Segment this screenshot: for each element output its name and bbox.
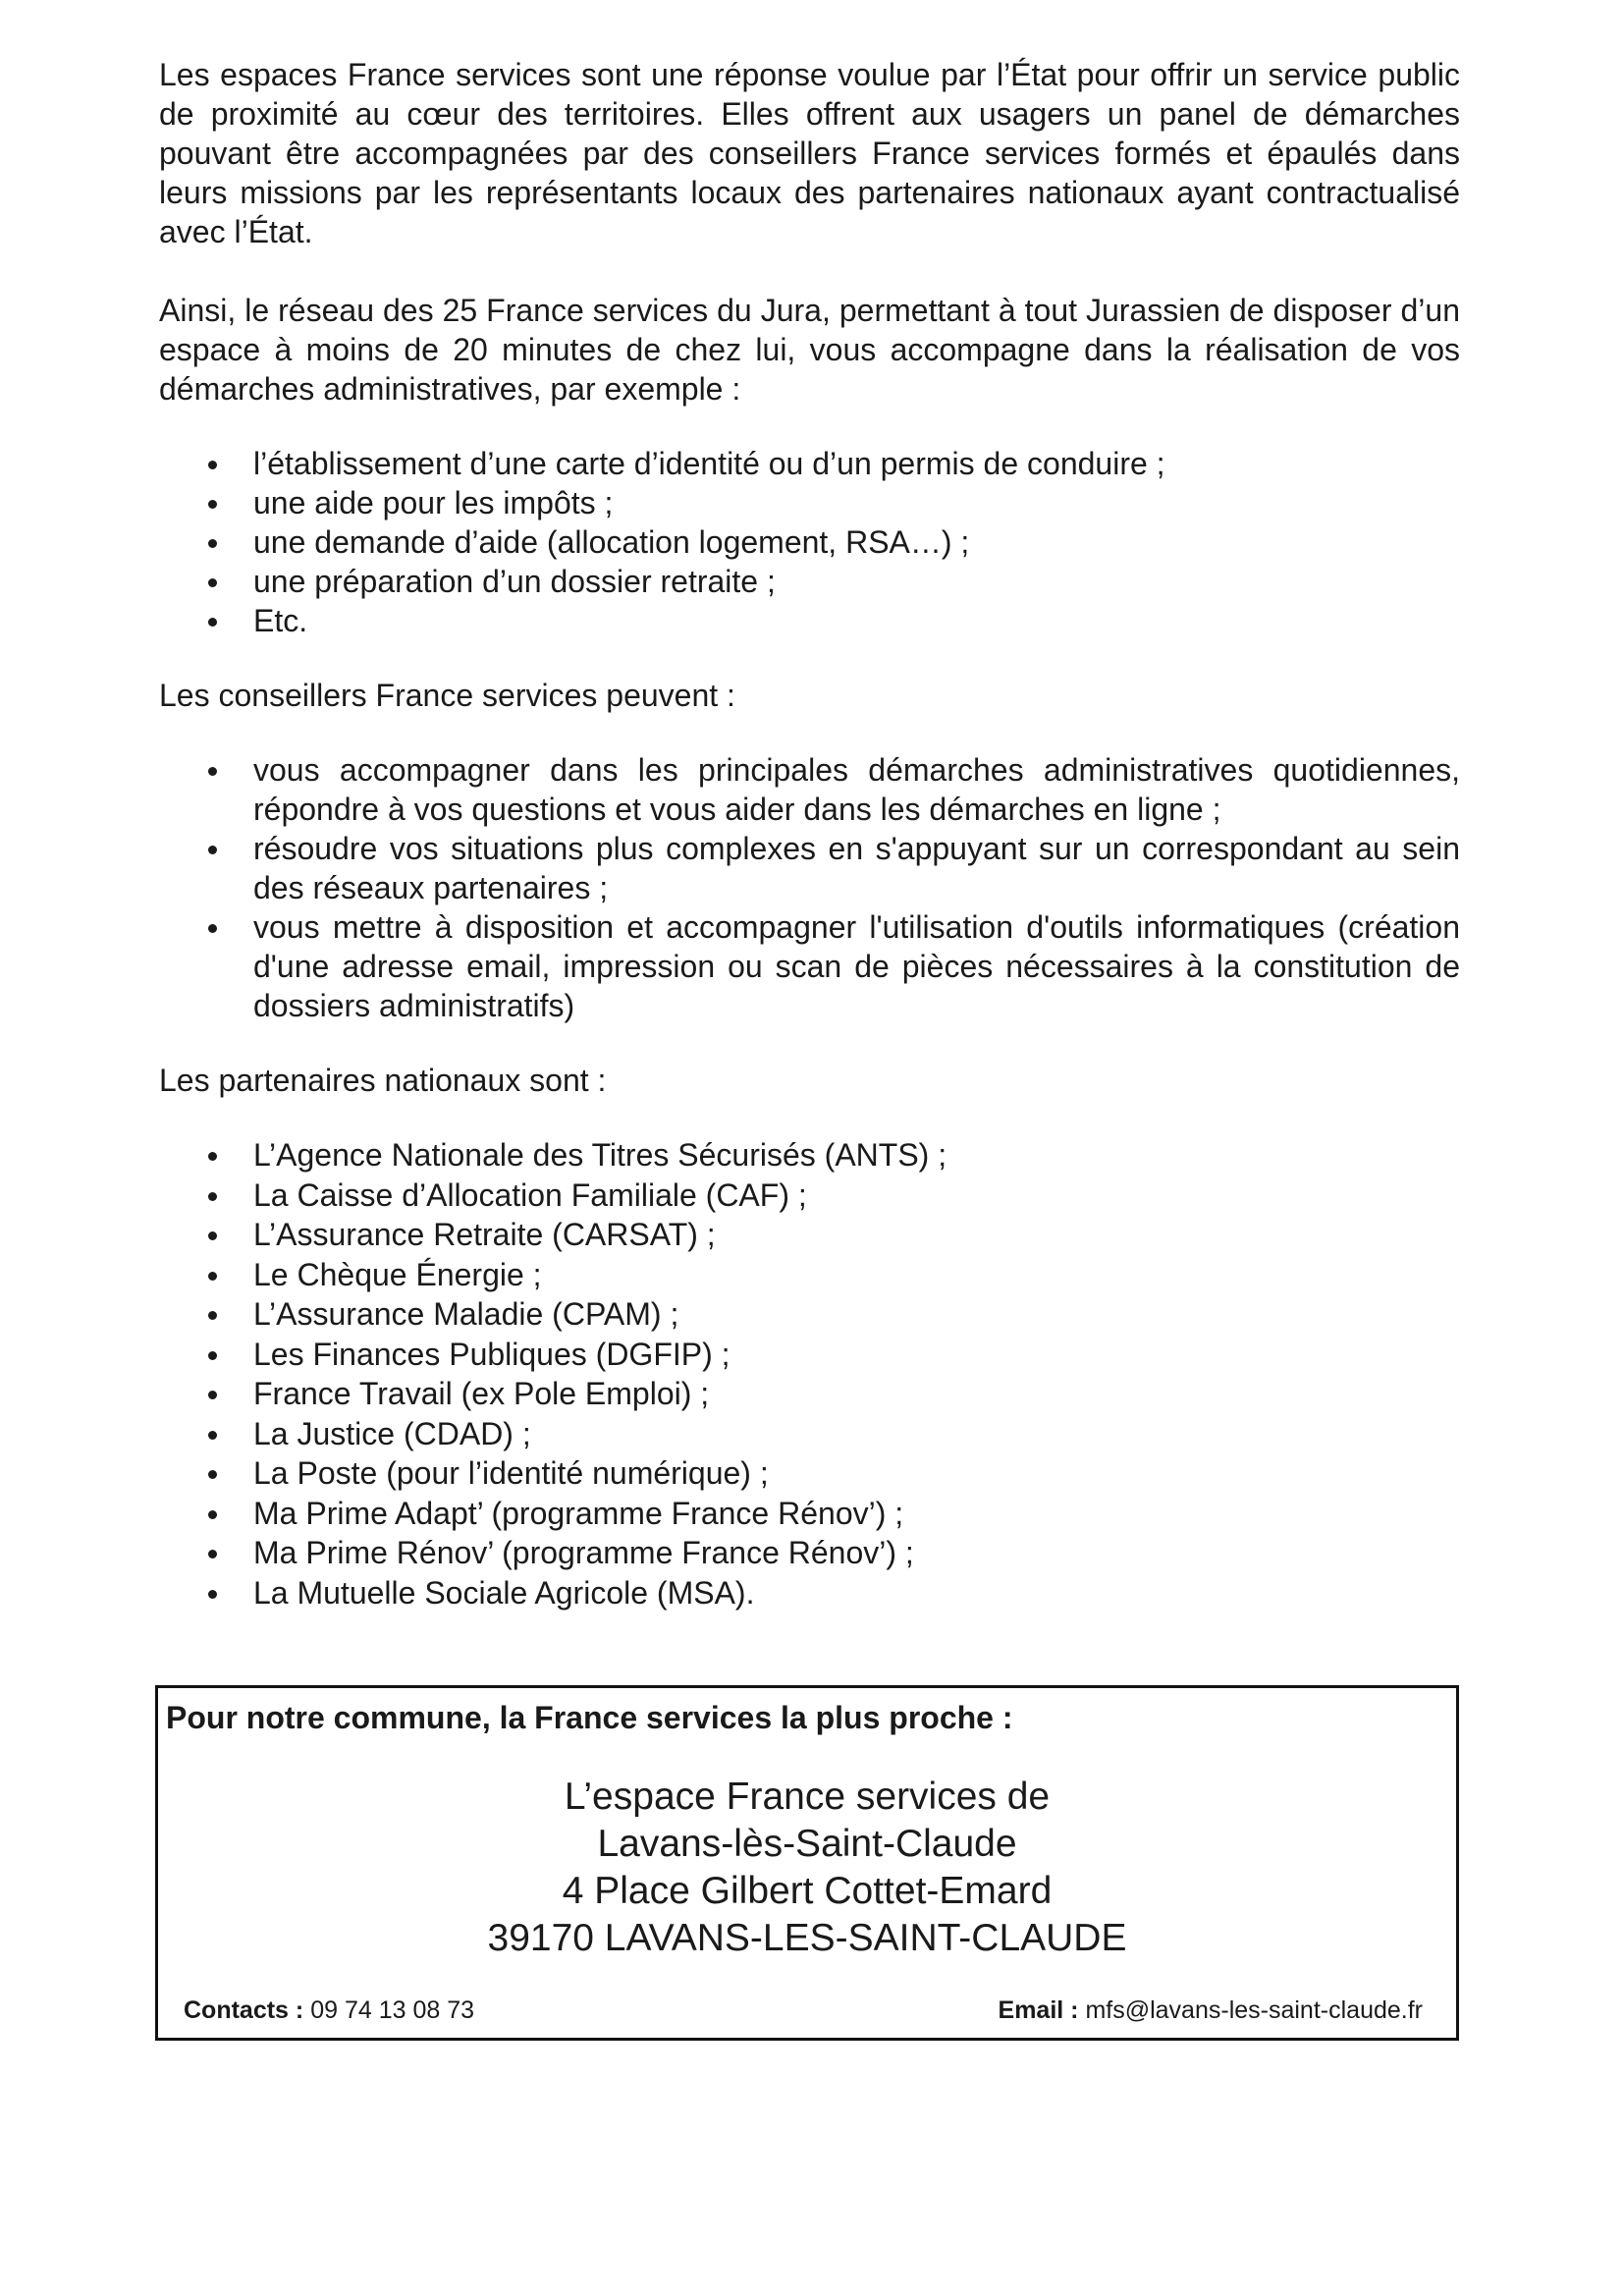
- list-item: La Caisse d’Allocation Familiale (CAF) ;: [159, 1175, 1460, 1216]
- list-item: une demande d’aide (allocation logement, RSA…) ;: [159, 522, 1460, 562]
- list-item: Ma Prime Adapt’ (programme France Rénov’) ;: [159, 1494, 1460, 1534]
- bullet-icon: [208, 1152, 217, 1161]
- bullet-icon: [208, 924, 217, 933]
- email-address: mfs@lavans-les-saint-claude.fr: [1085, 1996, 1423, 2024]
- list-item: une préparation d’un dossier retraite ;: [159, 562, 1460, 601]
- list-item: Le Chèque Énergie ;: [159, 1255, 1460, 1295]
- intro-paragraph: Les espaces France services sont une réponse voulue par l’État pour offrir un service public de proximité au cœur des territoires. Elles offrent aux usagers un panel de démarches pouvant être accompagnées par des conseillers France services formés et épaulés dans leurs missions par les représentants locaux des partenaires nationaux ayant contractualisé avec l’État.: [159, 57, 1460, 249]
- list-item: vous mettre à disposition et accompagner l'utilisation d'outils informatiques (création d'une adresse email, impression ou scan de pièces nécessaires à la constitution de dossiers administratifs): [159, 907, 1460, 1025]
- email-line: [999, 1995, 1423, 2025]
- conseillers-list: [159, 750, 1460, 1025]
- list-item: l’établissement d’une carte d’identité ou d’un permis de conduire ;: [159, 444, 1460, 483]
- bullet-icon: [208, 578, 217, 587]
- bullet-icon: [208, 539, 217, 548]
- bullet-icon: [208, 1550, 217, 1558]
- list-item: France Travail (ex Pole Emploi) ;: [159, 1374, 1460, 1414]
- bullet-icon: [208, 1351, 217, 1360]
- bullet-icon: [208, 1272, 217, 1281]
- list-item: Les Finances Publiques (DGFIP) ;: [159, 1335, 1460, 1375]
- contacts-label: Contacts :: [184, 1996, 304, 2024]
- list-item: vous accompagner dans les principales démarches administratives quotidiennes, répondre à vos questions et vous aider dans les démarches en ligne ;: [159, 750, 1460, 829]
- bullet-icon: [208, 1311, 217, 1320]
- bullet-icon: [208, 461, 217, 469]
- bullet-icon: [208, 500, 217, 509]
- list-item: L’Assurance Retraite (CARSAT) ;: [159, 1215, 1460, 1255]
- bullet-icon: [208, 1510, 217, 1519]
- list-item: Etc.: [159, 601, 1460, 640]
- list-item: La Poste (pour l’identité numérique) ;: [159, 1453, 1460, 1494]
- list-item: La Mutuelle Sociale Agricole (MSA).: [159, 1573, 1460, 1613]
- address-line: 4 Place Gilbert Cottet-Emard: [562, 1870, 1053, 1912]
- contacts-line: [184, 1995, 474, 2025]
- nearest-france-services-box: [155, 1685, 1459, 2041]
- address-line: 39170 LAVANS-LES-SAINT-CLAUDE: [487, 1917, 1127, 1959]
- address-block: [158, 1774, 1456, 1962]
- email-label: Email :: [998, 1996, 1079, 2024]
- list-item: L’Assurance Maladie (CPAM) ;: [159, 1294, 1460, 1335]
- bullet-icon: [208, 1391, 217, 1399]
- list-item: La Justice (CDAD) ;: [159, 1414, 1460, 1454]
- examples-list: [159, 444, 1460, 640]
- network-paragraph: Ainsi, le réseau des 25 France services du Jura, permettant à tout Jurassien de disposer d’un espace à moins de 20 minutes de chez lui, vous accompagne dans la réalisation de vos démarches administratives, par exemple :: [159, 293, 1460, 407]
- bullet-icon: [208, 1470, 217, 1479]
- address-line: L’espace France services de: [564, 1776, 1051, 1818]
- box-title: Pour notre commune, la France services la plus proche :: [166, 1700, 1013, 1735]
- address-line: Lavans-lès-Saint-Claude: [597, 1823, 1017, 1865]
- bullet-icon: [208, 1192, 217, 1201]
- document-body: [159, 55, 1460, 1613]
- bullet-icon: [208, 1431, 217, 1440]
- bullet-icon: [208, 1231, 217, 1240]
- bullet-icon: [208, 618, 217, 627]
- bullet-icon: [208, 1590, 217, 1599]
- list-item: une aide pour les impôts ;: [159, 483, 1460, 522]
- bullet-icon: [208, 846, 217, 854]
- bullet-icon: [208, 767, 217, 776]
- phone-number: 09 74 13 08 73: [310, 1996, 475, 2024]
- conseillers-heading: Les conseillers France services peuvent :: [159, 678, 735, 713]
- partenaires-heading: Les partenaires nationaux sont :: [159, 1063, 607, 1098]
- list-item: résoudre vos situations plus complexes en s'appuyant sur un correspondant au sein des réseaux partenaires ;: [159, 829, 1460, 907]
- list-item: Ma Prime Rénov’ (programme France Rénov’) ;: [159, 1533, 1460, 1573]
- list-item: L’Agence Nationale des Titres Sécurisés (ANTS) ;: [159, 1135, 1460, 1175]
- partenaires-list: [159, 1135, 1460, 1613]
